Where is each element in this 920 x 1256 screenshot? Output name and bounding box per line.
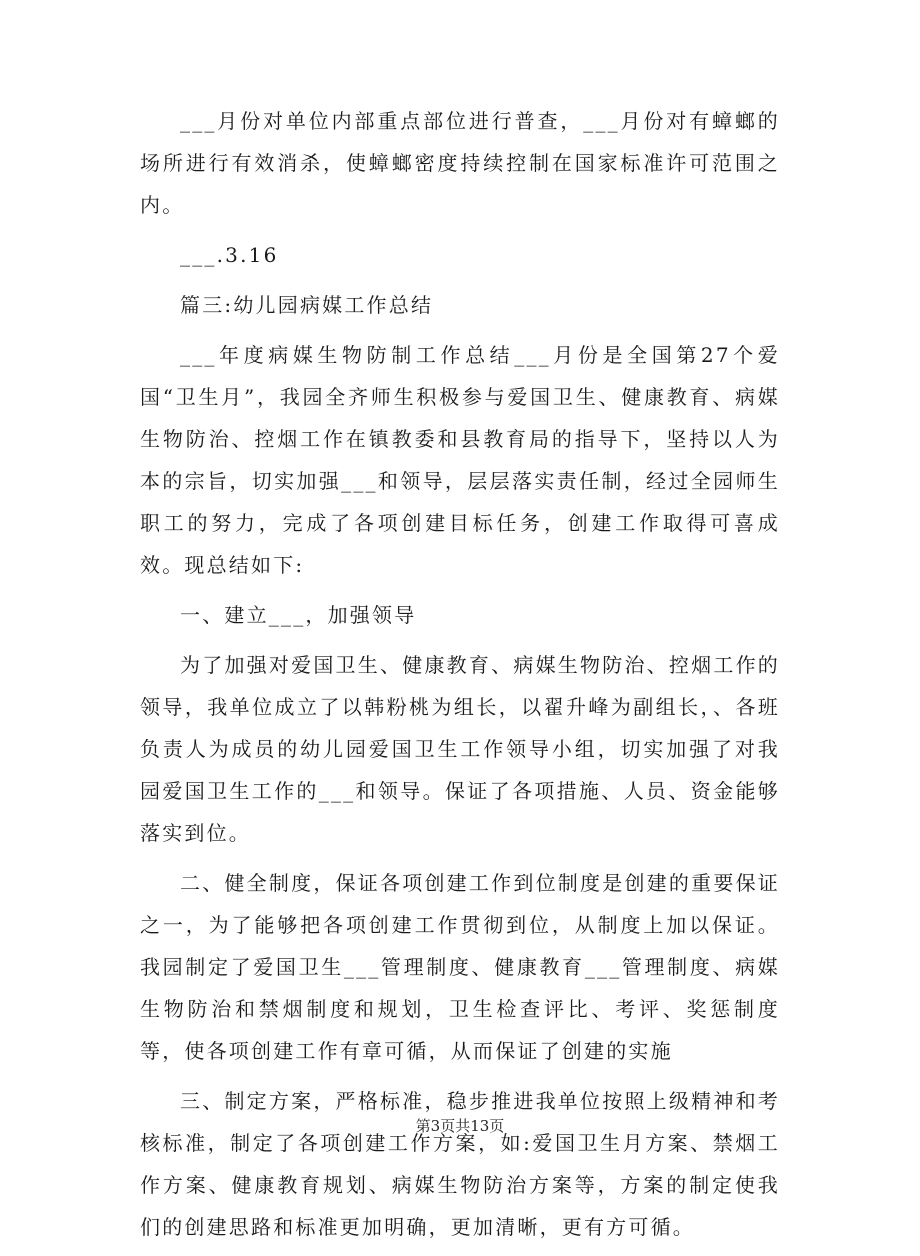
paragraph-leadership-group: 为了加强对爱国卫生、健康教育、病媒生物防治、控烟工作的领导，我单位成立了以韩粉桃为组长，以翟升峰为副组长，、各班负责人为成员的幼儿园爱国卫生工作领导小组，切实加强了对我园爱国卫生工作的___和领导。保证了各项措施、人员、资金能够落实到位。 — [140, 653, 780, 845]
document-body — [140, 100, 780, 1256]
paragraph-cockroach-control: ___月份对单位内部重点部位进行普查，___月份对有蟑螂的场所进行有效消杀，使蟑螂密度持续控制在国家标准许可范围之内。 — [140, 109, 780, 217]
page-number-footer: 第3页共13页 — [415, 1117, 505, 1135]
paragraph-formulate-plans: 三、制定方案，严格标准，稳步推进我单位按照上级精神和考核标准，制定了各项创建工作方案，如:爱国卫生月方案、禁烟工作方案、健康教育规划、病媒生物防治方案等，方案的制定使我们的创建思路和标准更加明确，更加清晰，更有方可循。 — [140, 1089, 780, 1239]
paragraph-date: ___.3.16 — [180, 243, 279, 267]
paragraph-intro: ___年度病媒生物防制工作总结___月份是全国第27个爱国“卫生月”，我园全齐师生积极参与爱国卫生、健康教育、病媒生物防治、控烟工作在镇教委和县教育局的指导下，坚持以人为本的宗旨，切实加强___和领导，层层落实责任制，经过全园师生职工的努力，完成了各项创建目标任务，创建工作取得可喜成效。现总结如下: — [140, 343, 780, 577]
paragraph-improve-systems: 二、健全制度，保证各项创建工作到位制度是创建的重要保证之一，为了能够把各项创建工作贯彻到位，从制度上加以保证。我园制定了爱国卫生___管理制度、健康教育___管理制度、病媒生物防治和禁烟制度和规划，卫生检查评比、考评、奖惩制度等，使各项创建工作有章可循，从而保证了创建的实施 — [140, 871, 780, 1063]
section-title: 篇三:幼儿园病媒工作总结 — [180, 293, 434, 317]
heading-establish-leadership: 一、建立___，加强领导 — [180, 603, 417, 627]
